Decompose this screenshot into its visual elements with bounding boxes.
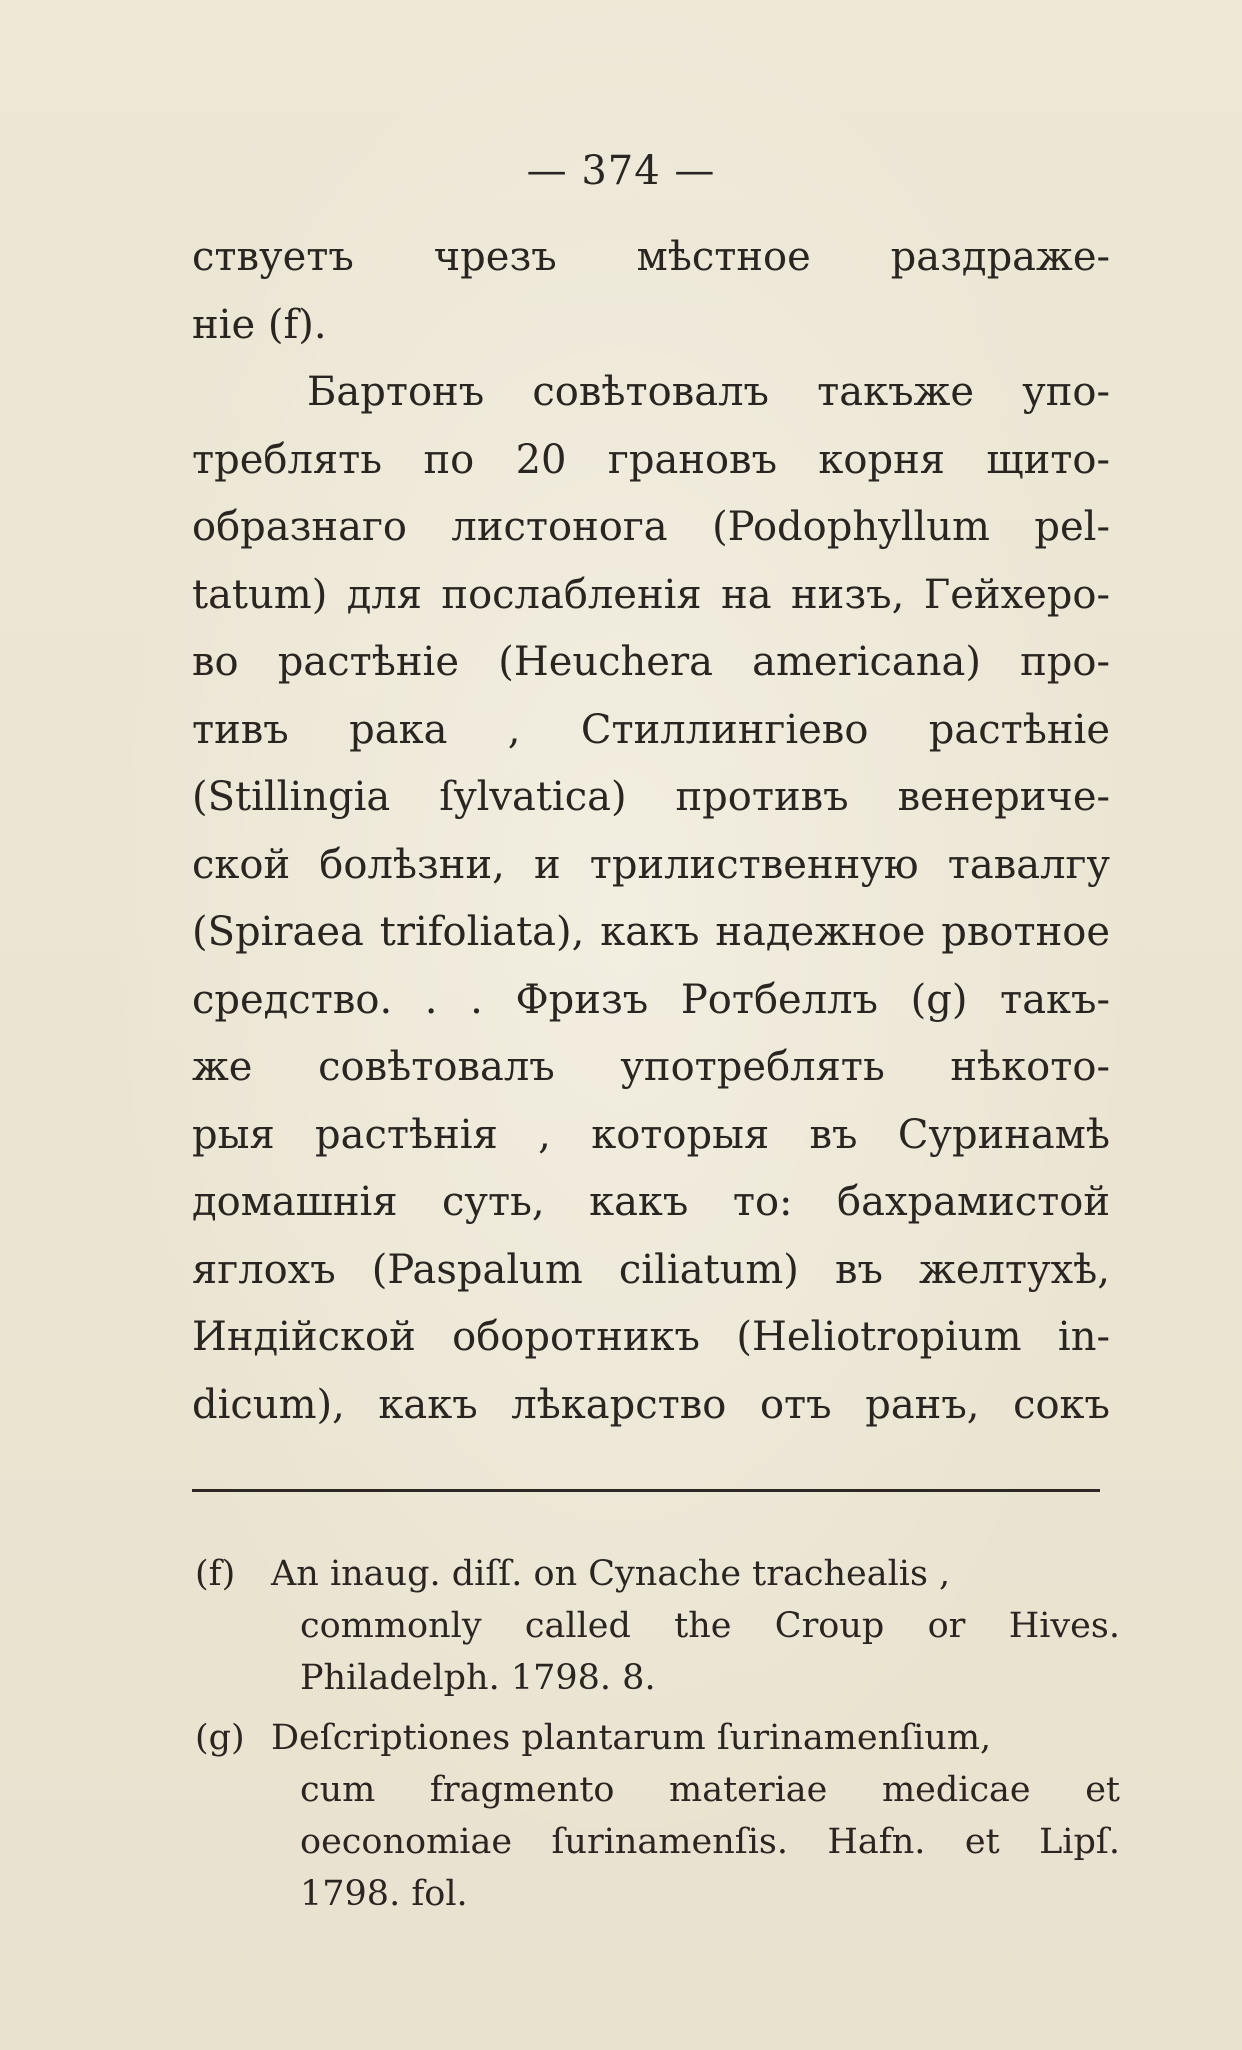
text-line: яглохъ (Paspalum ciliatum) въ желтухѣ,	[192, 1246, 1110, 1293]
text-line: dicum), какъ лѣкарство отъ ранъ, сокъ	[192, 1381, 1110, 1428]
page-number: — 374 —	[526, 148, 716, 194]
footnote-marker: (f)	[195, 1554, 236, 1594]
text-line: ніе (f).	[192, 301, 327, 348]
text-line: домашнія суть, какъ то: бахрамистой	[192, 1179, 1110, 1225]
text-line: tatum) для послабленія на низъ, Гейхеро-	[192, 571, 1110, 618]
text-line: же совѣтовалъ употреблять нѣкото-	[192, 1044, 1110, 1090]
footnote-text: Philadelph. 1798. 8.	[300, 1658, 656, 1698]
text-line: (Spiraea trifoliata), какъ надежное рвотное	[192, 909, 1110, 955]
text-line: Индійской оборотникъ (Heliotropium in-	[192, 1314, 1110, 1360]
text-line: во растѣніе (Heuchera americana) про-	[192, 639, 1110, 685]
footnote-text: cum fragmento materiae medicae et	[300, 1770, 1120, 1810]
text-line: (Stillingia ſylvatica) противъ венериче-	[192, 774, 1110, 820]
footnote-g	[195, 1712, 1120, 1920]
text-line: тивъ рака , Стиллингіево растѣніе	[192, 706, 1110, 753]
footnote-f	[195, 1548, 1120, 1704]
text-line: ской болѣзни, и трилиственную тавалгу	[192, 841, 1110, 888]
text-line: средство. . . Фризъ Ротбеллъ (g) такъ-	[192, 976, 1110, 1023]
footnote-text: 1798. fol.	[300, 1874, 468, 1914]
footnote-divider	[192, 1489, 1100, 1492]
body-text	[192, 224, 1110, 1439]
footnote-text: An inaug. diſſ. on Cynache trachealis ,	[271, 1554, 951, 1594]
footnote-marker: (g)	[195, 1718, 245, 1758]
text-line: Бартонъ совѣтовалъ такъже упо-	[307, 369, 1110, 415]
text-line: ствуетъ чрезъ мѣстное раздраже-	[192, 234, 1110, 280]
text-line: образнаго листонога (Podophyllum pel-	[192, 504, 1110, 550]
text-line: рыя растѣнія , которыя въ Суринамѣ	[192, 1111, 1110, 1158]
text-line: треблять по 20 грановъ корня щито-	[192, 436, 1110, 483]
footnote-text: commonly called the Croup or Hives.	[300, 1606, 1120, 1646]
footnote-text: oeconomiae ſurinamenſis. Hafn. et Lipſ.	[300, 1822, 1120, 1862]
footnote-text: Deſcriptiones plantarum ſurinamenſium,	[271, 1718, 992, 1758]
footnotes	[195, 1548, 1120, 1928]
